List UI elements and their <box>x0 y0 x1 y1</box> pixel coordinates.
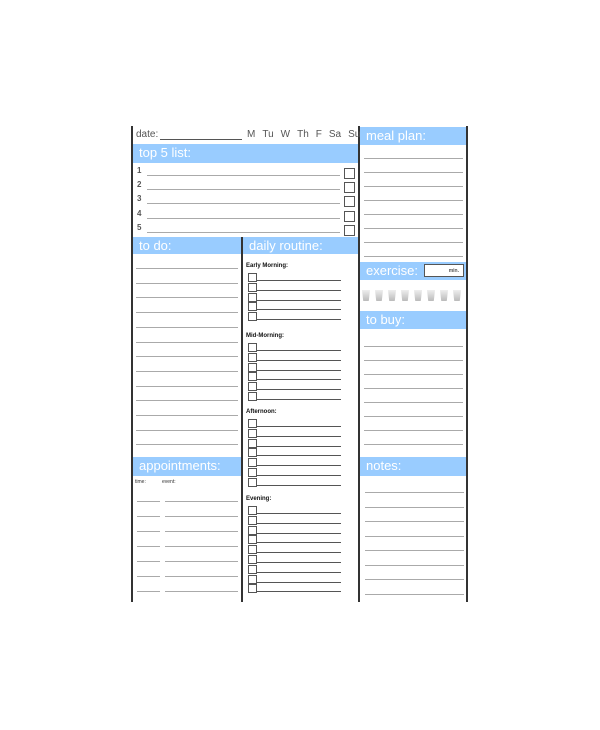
top5-checkbox[interactable] <box>344 168 355 179</box>
appointment-event-line[interactable] <box>165 501 238 502</box>
routine-checkbox[interactable] <box>248 312 257 321</box>
routine-section-label: Afternoon: <box>246 409 277 415</box>
water-glass-icon[interactable] <box>414 290 422 301</box>
routine-line[interactable] <box>257 582 341 583</box>
routine-checkbox[interactable] <box>248 458 257 467</box>
routine-checkbox[interactable] <box>248 372 257 381</box>
todo-line[interactable] <box>136 430 238 431</box>
top5-number: 3 <box>137 194 142 204</box>
day-th[interactable]: Th <box>297 129 309 140</box>
routine-checkbox[interactable] <box>248 545 257 554</box>
routine-checkbox[interactable] <box>248 363 257 372</box>
routine-section-label: Evening: <box>246 496 272 502</box>
top5-number: 5 <box>137 222 142 232</box>
routine-line[interactable] <box>257 562 341 563</box>
meal-plan-line[interactable] <box>364 228 463 229</box>
appointment-event-line[interactable] <box>165 561 238 562</box>
notes-header: notes: <box>360 457 466 476</box>
water-glass-icon[interactable] <box>440 290 448 301</box>
routine-checkbox[interactable] <box>248 293 257 302</box>
todo-line[interactable] <box>136 386 238 387</box>
meal-plan-line[interactable] <box>364 256 463 257</box>
top5-number: 1 <box>137 166 142 175</box>
meal-plan-line[interactable] <box>364 214 463 215</box>
routine-line[interactable] <box>257 485 341 486</box>
todo-line[interactable] <box>136 312 238 313</box>
routine-line[interactable] <box>257 542 341 543</box>
top5-line[interactable] <box>147 189 340 190</box>
routine-checkbox[interactable] <box>248 555 257 564</box>
meal-plan-line[interactable] <box>364 158 463 159</box>
to-buy-line[interactable] <box>364 416 463 417</box>
day-tu[interactable]: Tu <box>262 129 274 140</box>
meal-plan-line[interactable] <box>364 200 463 201</box>
routine-line[interactable] <box>257 389 341 390</box>
todo-line[interactable] <box>136 400 238 401</box>
notes-line[interactable] <box>365 594 464 595</box>
date-label: date: <box>136 129 159 140</box>
appointment-time-line[interactable] <box>137 576 160 577</box>
appointment-time-line[interactable] <box>137 501 160 502</box>
exercise-label: exercise: <box>366 263 419 278</box>
routine-checkbox[interactable] <box>248 273 257 282</box>
right-divider <box>358 126 360 602</box>
todo-line[interactable] <box>136 356 238 357</box>
routine-line[interactable] <box>257 523 341 524</box>
notes-line[interactable] <box>365 507 464 508</box>
routine-line[interactable] <box>257 360 341 361</box>
top5-line[interactable] <box>147 218 340 219</box>
top5-number: 4 <box>137 208 142 218</box>
to-buy-line[interactable] <box>364 430 463 431</box>
meal-plan-line[interactable] <box>364 172 463 173</box>
water-glass-icon[interactable] <box>375 290 383 301</box>
routine-line[interactable] <box>257 370 341 371</box>
minutes-unit: min. <box>448 268 459 274</box>
water-glass-icon[interactable] <box>388 290 396 301</box>
appointment-time-line[interactable] <box>137 591 160 592</box>
top5-line[interactable] <box>147 232 340 233</box>
routine-header: daily routine: <box>243 237 358 254</box>
routine-section-label: Early Morning: <box>246 263 289 269</box>
day-f[interactable]: F <box>315 129 322 140</box>
notes-line[interactable] <box>365 565 464 566</box>
notes-line[interactable] <box>365 492 464 493</box>
top5-line[interactable] <box>147 175 340 176</box>
day-su[interactable]: Su <box>348 129 361 140</box>
todo-line[interactable] <box>136 415 238 416</box>
routine-checkbox[interactable] <box>248 506 257 515</box>
exercise-minutes-field[interactable] <box>424 264 464 277</box>
routine-line[interactable] <box>257 591 341 592</box>
appointment-time-line[interactable] <box>137 516 160 517</box>
routine-line[interactable] <box>257 280 341 281</box>
routine-line[interactable] <box>257 309 341 310</box>
appointments-header: appointments: <box>133 457 241 476</box>
routine-checkbox[interactable] <box>248 584 257 593</box>
to-buy-line[interactable] <box>364 360 463 361</box>
routine-checkbox[interactable] <box>248 478 257 487</box>
routine-line[interactable] <box>257 399 341 400</box>
top5-checkbox[interactable] <box>344 211 355 222</box>
routine-line[interactable] <box>257 552 341 553</box>
todo-line[interactable] <box>136 371 238 372</box>
routine-checkbox[interactable] <box>248 283 257 292</box>
routine-line[interactable] <box>257 300 341 301</box>
routine-checkbox[interactable] <box>248 575 257 584</box>
routine-checkbox[interactable] <box>248 516 257 525</box>
routine-line[interactable] <box>257 426 341 427</box>
meal-plan-line[interactable] <box>364 242 463 243</box>
top5-checkbox[interactable] <box>344 182 355 193</box>
routine-checkbox[interactable] <box>248 429 257 438</box>
meal-plan-header: meal plan: <box>360 127 466 145</box>
top5-number: 2 <box>137 180 142 190</box>
todo-line[interactable] <box>136 327 238 328</box>
right-border <box>466 126 468 602</box>
routine-checkbox[interactable] <box>248 343 257 352</box>
todo-line[interactable] <box>136 268 238 269</box>
top5-checkbox[interactable] <box>344 225 355 236</box>
routine-checkbox[interactable] <box>248 382 257 391</box>
routine-checkbox[interactable] <box>248 448 257 457</box>
routine-line[interactable] <box>257 572 341 573</box>
water-glass-icon[interactable] <box>401 290 409 301</box>
routine-checkbox[interactable] <box>248 302 257 311</box>
to-buy-line[interactable] <box>364 444 463 445</box>
routine-checkbox[interactable] <box>248 535 257 544</box>
appointment-time-line[interactable] <box>137 561 160 562</box>
appointment-time-line[interactable] <box>137 546 160 547</box>
time-label: time: <box>135 479 146 485</box>
routine-line[interactable] <box>257 446 341 447</box>
notes-line[interactable] <box>365 579 464 580</box>
event-label: event: <box>162 479 176 485</box>
water-glass-icon[interactable] <box>362 290 370 301</box>
notes-line[interactable] <box>365 536 464 537</box>
todo-line[interactable] <box>136 342 238 343</box>
weekday-selector <box>247 129 360 140</box>
routine-checkbox[interactable] <box>248 468 257 477</box>
appointment-event-line[interactable] <box>165 591 238 592</box>
top5-line[interactable] <box>147 203 340 204</box>
routine-line[interactable] <box>257 436 341 437</box>
routine-line[interactable] <box>257 319 341 320</box>
to-buy-line[interactable] <box>364 374 463 375</box>
routine-line[interactable] <box>257 290 341 291</box>
todo-header: to do: <box>133 237 241 254</box>
day-sa[interactable]: Sa <box>328 129 342 140</box>
date-field[interactable] <box>160 139 242 140</box>
water-glass-icon[interactable] <box>453 290 461 301</box>
routine-line[interactable] <box>257 513 341 514</box>
to-buy-line[interactable] <box>364 388 463 389</box>
appointment-event-line[interactable] <box>165 531 238 532</box>
routine-checkbox[interactable] <box>248 392 257 401</box>
day-w[interactable]: W <box>280 129 291 140</box>
routine-checkbox[interactable] <box>248 353 257 362</box>
routine-line[interactable] <box>257 475 341 476</box>
todo-line[interactable] <box>136 444 238 445</box>
meal-plan-line[interactable] <box>364 186 463 187</box>
routine-line[interactable] <box>257 455 341 456</box>
mid-divider <box>241 237 243 602</box>
routine-checkbox[interactable] <box>248 565 257 574</box>
routine-line[interactable] <box>257 350 341 351</box>
top5-checkbox[interactable] <box>344 196 355 207</box>
routine-line[interactable] <box>257 465 341 466</box>
notes-line[interactable] <box>365 521 464 522</box>
routine-line[interactable] <box>257 379 341 380</box>
appointment-event-line[interactable] <box>165 516 238 517</box>
todo-line[interactable] <box>136 283 238 284</box>
routine-section-label: Mid-Morning: <box>246 333 284 339</box>
appointment-event-line[interactable] <box>165 576 238 577</box>
to-buy-header: to buy: <box>360 311 466 329</box>
appointment-time-line[interactable] <box>137 531 160 532</box>
notes-line[interactable] <box>365 550 464 551</box>
routine-line[interactable] <box>257 533 341 534</box>
todo-line[interactable] <box>136 297 238 298</box>
day-m[interactable]: M <box>247 129 256 140</box>
water-glass-icon[interactable] <box>427 290 435 301</box>
top5-header: top 5 list: <box>133 144 358 163</box>
appointment-event-line[interactable] <box>165 546 238 547</box>
left-border <box>131 126 133 602</box>
routine-checkbox[interactable] <box>248 526 257 535</box>
to-buy-line[interactable] <box>364 402 463 403</box>
to-buy-line[interactable] <box>364 346 463 347</box>
routine-checkbox[interactable] <box>248 439 257 448</box>
routine-checkbox[interactable] <box>248 419 257 428</box>
